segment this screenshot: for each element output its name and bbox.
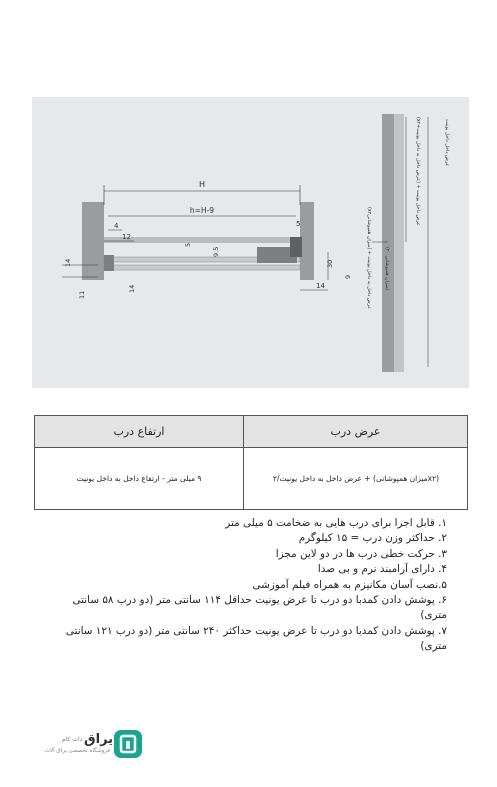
feature-item: ۲. حداکثر وزن درب = ۱۵ کیلوگرم: [298, 532, 447, 545]
right-elevation-door: [394, 114, 404, 372]
top-rail: [104, 237, 300, 243]
label-width-opening: عرض داخل داخل یونیت: [444, 119, 449, 167]
feature-item: ۶. پوشش دادن کمدبا دو درب تا عرض یونیت حداقل ۱۱۴ سانتی متر (دو درب ۵۸ سانتی متری): [72, 594, 447, 622]
left-mechanism: [104, 255, 114, 271]
technical-drawing: [32, 97, 469, 388]
dim-14-right: 14: [316, 282, 325, 290]
label-20: (۲۰ میزان همپوشانی): [384, 247, 389, 291]
logo-brand-name: یراق: [84, 732, 114, 747]
logo-tagline: فروشگاه تخصصی یراق آلات: [44, 748, 110, 754]
logo-brand-suffix: دات کام: [62, 736, 83, 743]
dim-H: H: [198, 180, 206, 189]
dim-14-left-mid: 14: [128, 284, 136, 293]
door-width-value: (x۲میزان همپوشانی) + عرض داخل به داخل یونیت/۲: [243, 448, 468, 509]
dim-14-left-top: 14: [64, 258, 72, 267]
door-size-table: [34, 415, 468, 510]
dim-5-left: 5: [184, 242, 192, 247]
dim-9: 9: [344, 274, 352, 279]
dim-11: 11: [78, 290, 86, 299]
dim-h: h=H-9: [189, 206, 215, 215]
dim-4: 4: [114, 222, 119, 230]
dim-5-right: 5: [296, 220, 301, 228]
dim-30: 30: [326, 259, 334, 268]
left-side-panel: [82, 202, 104, 280]
feature-item: ۴. دارای آرامبند نرم و بی صدا: [317, 563, 447, 576]
technical-drawing-svg: [32, 97, 469, 388]
door-height-value: ۹ میلی متر - ارتفاع داخل به داخل یونیت: [76, 474, 202, 483]
label-width-formula-1: (x۲+عرض داخل به داخل یونیت) + عرض داخل یونیت: [415, 117, 420, 226]
door-rail-2: [104, 265, 300, 270]
feature-item: ۳. حرکت خطی درب ها در دو لاین مجزا: [275, 547, 447, 560]
logo-icon: [114, 730, 142, 758]
door-width-header: عرض درب: [243, 416, 467, 448]
feature-item: ۱. قابل اجرا برای درب هایی به ضخامت ۵ میلی متر: [225, 517, 447, 529]
feature-item: ۷. پوشش دادن کمدبا دو درب تا عرض یونیت حداکثر ۲۴۰ سانتی متر (دو درب ۱۲۱ سانتی متری): [65, 624, 447, 653]
door-height-header: ارتفاع درب: [35, 416, 243, 448]
label-width-formula-2: (x۲میزان همپوشانی) + عرض داخل به داخل یونیت: [366, 207, 371, 310]
right-side-panel: [300, 202, 314, 280]
feature-list: [47, 516, 447, 655]
feature-item: ۵.نصب آسان مکانیزم به همراه فیلم آموزشی: [252, 578, 447, 591]
dim-12: 12: [122, 233, 131, 241]
mechanism-clamp: [290, 237, 302, 257]
dim-9-5: 9.5: [212, 246, 220, 257]
brand-logo: [28, 730, 148, 760]
